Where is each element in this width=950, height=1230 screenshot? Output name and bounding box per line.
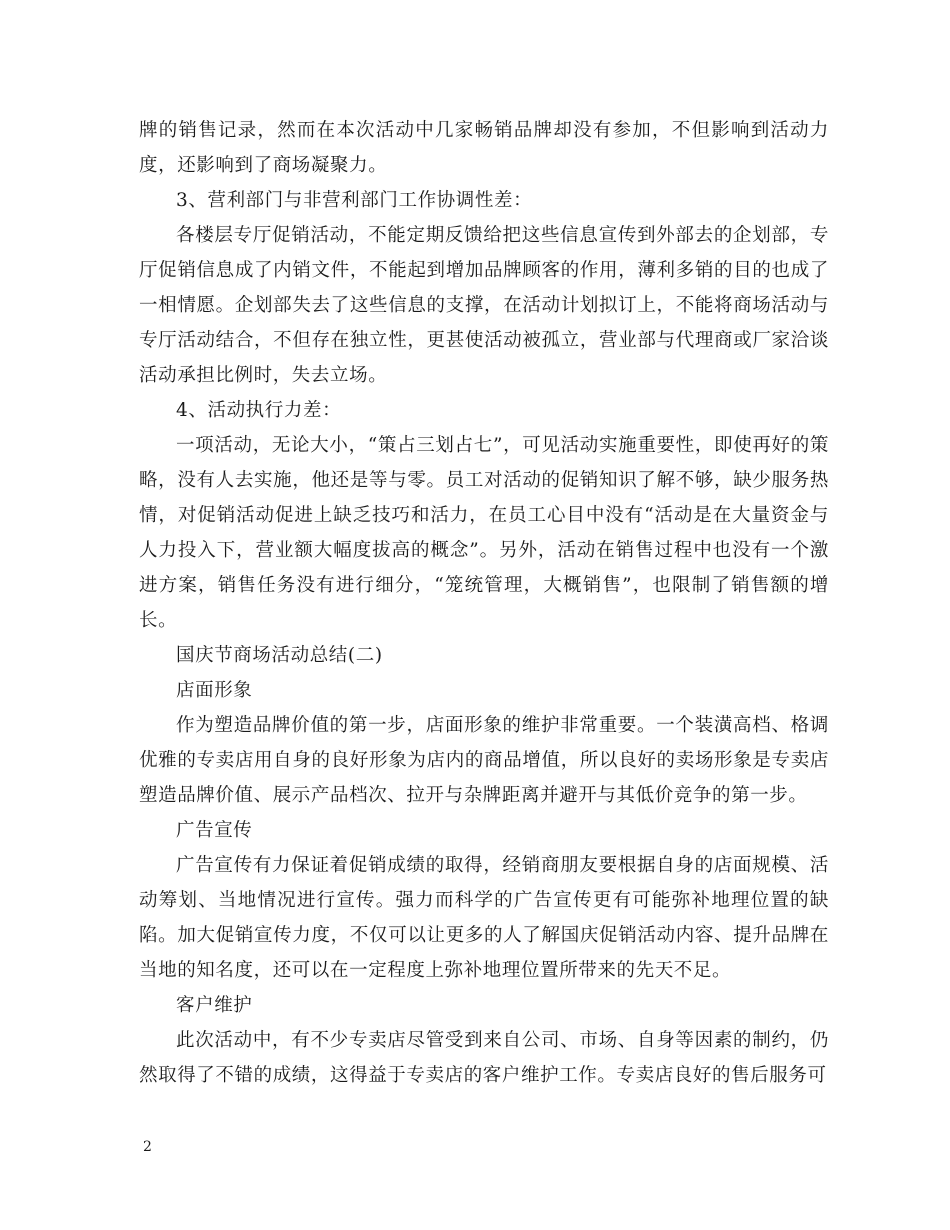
paragraph: 牌的销售记录，然而在本次活动中几家畅销品牌却没有参加，不但影响到活动力度，还影响到了商场凝聚力。 bbox=[139, 120, 829, 176]
paragraph: 各楼层专厅促销活动，不能定期反馈给把这些信息宣传到外部去的企划部，专厅促销信息成了内销文件，不能起到增加品牌顾客的作用，薄利多销的目的也成了一相情愿。企划部失去了这些信息的支撑，在活动计划拟订上，不能将商场活动与专厅活动结合，不但存在独立性，更甚使活动被孤立，营业部与代理商或厂家洽谈活动承担比例时，失去立场。 bbox=[139, 225, 829, 386]
section-heading: 4、活动执行力差： bbox=[176, 400, 342, 421]
section-heading: 店面形象 bbox=[176, 680, 253, 701]
paragraph: 此次活动中，有不少专卖店尽管受到来自公司、市场、自身等因素的制约，仍然取得了不错的成绩，这得益于专卖店的客户维护工作。专卖店良好的售后服务可 bbox=[139, 1030, 829, 1086]
paragraph: 一项活动，无论大小，“策占三划占七”，可见活动实施重要性，即使再好的策略，没有人去实施，他还是等与零。员工对活动的促销知识了解不够，缺少服务热情，对促销活动促进上缺乏技巧和活力，在员工心目中没有“活动是在大量资金与人力投入下，营业额大幅度拔高的概念”。另外，活动在销售过程中也没有一个激进方案，销售任务没有进行细分，“笼统管理，大概销售”，也限制了销售额的增长。 bbox=[139, 435, 829, 631]
section-heading: 广告宣传 bbox=[176, 820, 253, 841]
paragraph: 作为塑造品牌价值的第一步，店面形象的维护非常重要。一个装潢高档、格调优雅的专卖店用自身的良好形象为店内的商品增值，所以良好的卖场形象是专卖店塑造品牌价值、展示产品档次、拉开与杂牌距离并避开与其低价竞争的第一步。 bbox=[139, 715, 829, 806]
section-heading: 3、营利部门与非营利部门工作协调性差： bbox=[176, 190, 533, 211]
document-subtitle: 国庆节商场活动总结(二) bbox=[176, 645, 383, 666]
paragraph: 广告宣传有力保证着促销成绩的取得，经销商朋友要根据自身的店面规模、活动筹划、当地情况进行宣传。强力而科学的广告宣传更有可能弥补地理位置的缺陷。加大促销宣传力度，不仅可以让更多的人了解国庆促销活动内容、提升品牌在当地的知名度，还可以在一定程度上弥补地理位置所带来的先天不足。 bbox=[139, 855, 829, 981]
document-body bbox=[139, 113, 829, 1093]
section-heading: 客户维护 bbox=[176, 995, 253, 1016]
page-number: 2 bbox=[143, 1139, 152, 1155]
